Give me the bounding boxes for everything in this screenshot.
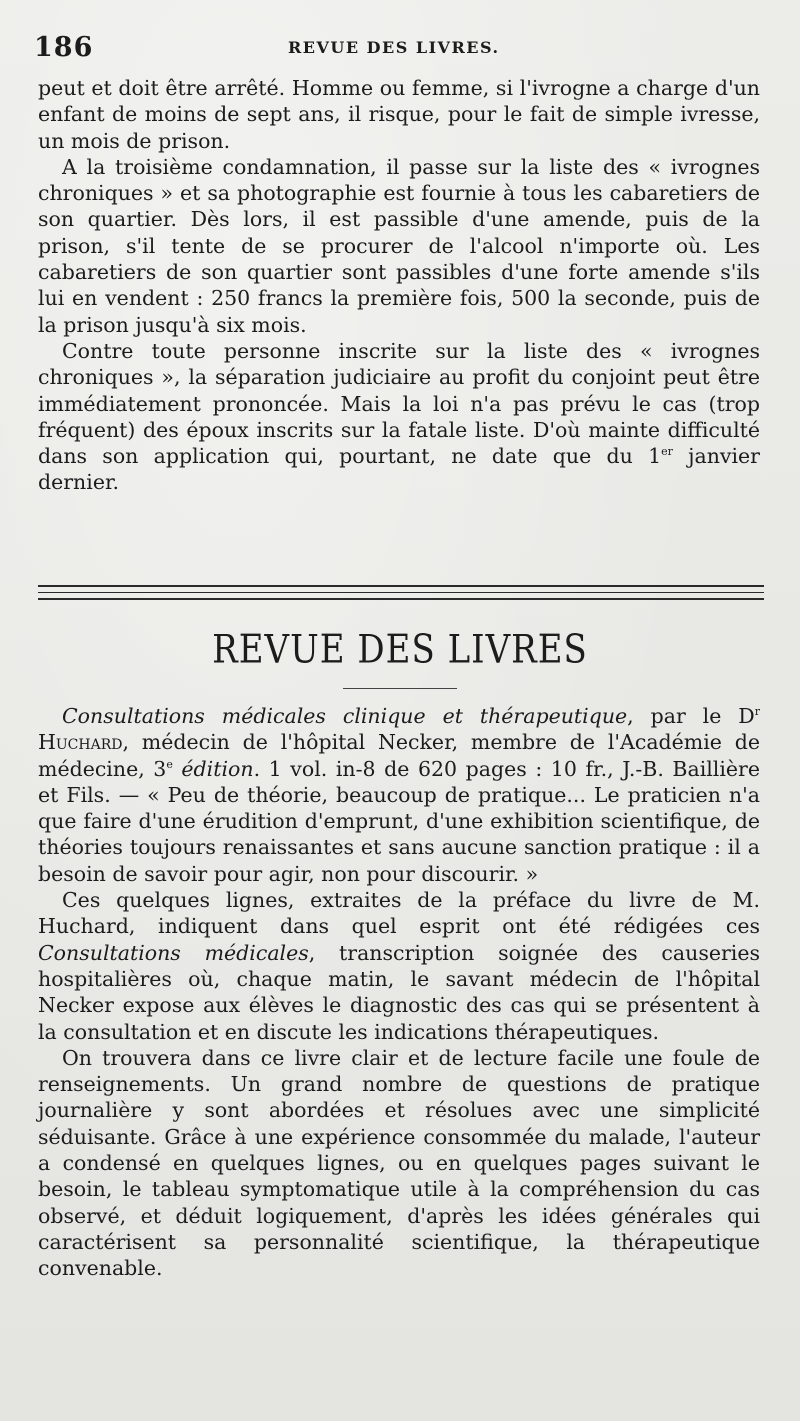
paragraph [38, 338, 760, 496]
paragraph: peut et doit être arrêté. Homme ou femme, si l'ivrogne a charge d'un enfant de moins de sept ans, il risque, pour le fait de simple ivresse, un mois de prison. [38, 76, 760, 153]
book-title: Consultations médicales clinique et thérapeutique [62, 704, 628, 728]
review-citation [38, 703, 760, 887]
italic-title: Consultations médicales [38, 940, 309, 965]
divider-rule [38, 592, 764, 593]
paragraph-text: Ces quelques lignes, extraites de la préface du livre de M. Huchard, indiquent dans quel esprit ont été rédigées ces [38, 888, 760, 939]
ordinal-suffix: er [661, 445, 673, 459]
section-title: REVUE DES LIVRES [212, 627, 588, 673]
running-head [0, 28, 800, 68]
author-description: , médecin de l'hôpital Necker, membre de l'Académie de médecine, [38, 730, 760, 781]
title-underline [343, 688, 457, 689]
doctor-abbrev: D [738, 704, 755, 728]
edition-word: édition [181, 756, 254, 781]
page-number: 186 [34, 32, 94, 63]
running-title: REVUE DES LIVRES. [288, 38, 500, 57]
article-continuation [38, 75, 760, 496]
citation-text: , par le [627, 704, 739, 728]
edition-sup: e [166, 757, 173, 771]
doctor-abbrev-sup: r [754, 705, 760, 719]
paragraph-text: , transcription soignée des causeries hospitalières où, chaque matin, le savant médecin de l'hôpital Necker expose aux élèves le diagnostic des cas qui se présentent à la consultation et en discute les indications thérapeutiques. [38, 940, 760, 1044]
citation-details: . 1 vol. in-8 de 620 pages : 10 fr., J.-B. Baillière et Fils. — « Peu de théorie, beaucoup de pratique... Le praticien n'a que faire d'une érudition d'emprunt, d'une exhibition scientifique, de théories toujours renaissantes et sans aucune sanction pratique : il a besoin de savoir pour agir, non pour discourir. » [38, 756, 760, 886]
paragraph: A la troisième condamnation, il passe sur la liste des « ivrognes chroniques » et sa photographie est fournie à tous les cabaretiers de son quartier. Dès lors, il est passible d'une amende, puis de la prison, s'il tente de se procurer de l'alcool n'importe où. Les cabaretiers de son quartier sont passibles d'une forte amende s'ils lui en vendent : 250 francs la première fois, 500 la seconde, puis de la prison jusqu'à six mois. [38, 154, 760, 337]
paragraph-text: Contre toute personne inscrite sur la liste des « ivrognes chroniques », la séparation judiciaire au profit du conjoint peut être immédiatement prononcée. Mais la loi n'a pas prévu le cas (trop fréquent) des époux inscrits sur la fatale liste. D'où mainte difficulté dans son application qui, pourtant, ne date que du [38, 338, 760, 469]
divider-rule [38, 598, 764, 600]
author-name: Huchard [38, 730, 123, 755]
date-ordinal: 1 [648, 444, 662, 469]
divider-rule [38, 585, 764, 587]
paragraph: On trouvera dans ce livre clair et de lecture facile une foule de renseignements. Un grand nombre de questions de pratique journalière y sont abordées et résolues avec une simplicité séduisante. Grâce à une expérience consommée du malade, l'auteur a condensé en quelques lignes, ou en quelques pages suivant le besoin, le tableau symptomatique utile à la compréhension du cas observé, et déduit logiquement, d'après les idées générales qui caractérisent sa personnalité scientifique, la thérapeutique convenable. [38, 1045, 760, 1281]
paragraph-end: janvier dernier. [38, 444, 760, 495]
edition-number: 3 [153, 756, 167, 781]
paragraph [38, 887, 760, 1045]
book-review [38, 703, 760, 1282]
